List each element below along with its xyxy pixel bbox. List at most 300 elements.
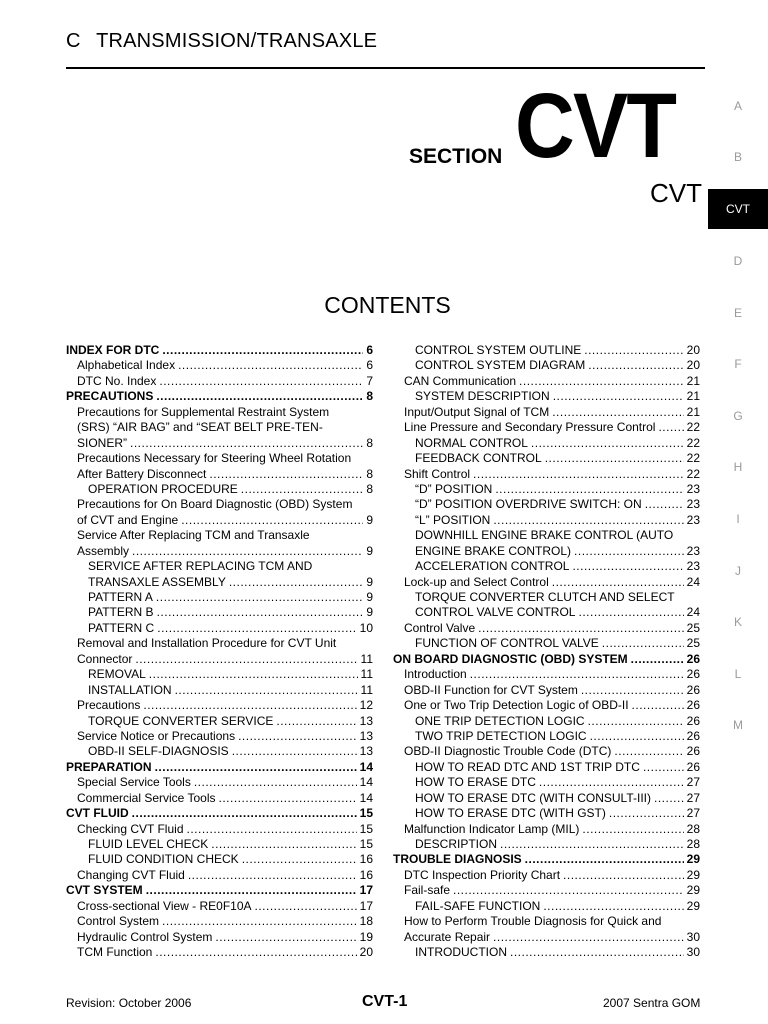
toc-leader-dots — [156, 590, 363, 605]
toc-entry[interactable] — [393, 389, 700, 404]
section-tab-l[interactable]: L — [734, 666, 742, 681]
toc-entry-page: 7 — [366, 373, 373, 388]
toc-entry-title: Service After Replacing TCM and Transaxle — [77, 528, 310, 543]
toc-entry-title: TORQUE CONVERTER SERVICE — [88, 713, 274, 728]
toc-leader-dots — [181, 513, 363, 528]
toc-leader-dots — [654, 791, 684, 806]
toc-entry-page: 26 — [686, 713, 700, 728]
toc-leader-dots — [510, 945, 684, 960]
toc-entry[interactable] — [66, 467, 373, 482]
toc-entry-title: INTRODUCTION — [415, 945, 507, 960]
toc-entry-title: Connector — [77, 651, 133, 666]
toc-entry-page: 22 — [686, 435, 700, 450]
toc-entry-page: 27 — [686, 790, 700, 805]
toc-entry-page: 8 — [366, 435, 373, 450]
toc-entry[interactable] — [393, 559, 700, 574]
toc-entry-title: Service Notice or Precautions — [77, 728, 236, 743]
toc-entry-title: Introduction — [404, 667, 467, 682]
toc-entry[interactable] — [66, 822, 373, 837]
toc-entry[interactable] — [66, 405, 373, 420]
toc-entry-title: Line Pressure and Secondary Pressure Control — [404, 420, 656, 435]
toc-leader-dots — [609, 806, 684, 821]
toc-entry-page: 9 — [366, 605, 373, 620]
toc-entry[interactable] — [66, 374, 373, 389]
toc-leader-dots — [578, 605, 683, 620]
toc-entry[interactable] — [66, 343, 373, 358]
toc-entry[interactable] — [66, 883, 373, 898]
toc-entry-title: HOW TO ERASE DTC (WITH GST) — [415, 806, 606, 821]
toc-entry-page: 13 — [359, 713, 373, 728]
toc-entry-title: Checking CVT Fluid — [77, 821, 184, 836]
toc-leader-dots — [132, 806, 357, 821]
toc-entry[interactable] — [66, 930, 373, 945]
toc-leader-dots — [470, 667, 684, 682]
toc-entry-page: 9 — [366, 543, 373, 558]
section-tab-g[interactable]: G — [733, 408, 743, 423]
toc-entry[interactable] — [393, 744, 700, 759]
toc-entry-page: 6 — [366, 358, 373, 373]
toc-entry-page: 28 — [686, 837, 700, 851]
toc-entry-page: 29 — [686, 898, 700, 913]
toc-entry[interactable] — [393, 343, 700, 358]
toc-entry-page: 23 — [686, 512, 700, 527]
toc-leader-dots — [519, 374, 684, 389]
header-title: TRANSMISSION/TRANSAXLE — [96, 30, 378, 52]
toc-leader-dots — [584, 343, 683, 358]
section-tab-d[interactable]: D — [733, 253, 743, 268]
toc-entry-title: SERVICE AFTER REPLACING TCM AND — [88, 559, 313, 574]
toc-entry-title: OPERATION PROCEDURE — [88, 481, 238, 496]
toc-entry[interactable] — [393, 883, 700, 898]
toc-leader-dots — [162, 343, 363, 358]
toc-entry-title: ONE TRIP DETECTION LOGIC — [415, 713, 585, 728]
toc-entry[interactable] — [66, 698, 373, 713]
toc-entry-page: 25 — [686, 620, 700, 635]
toc-entry-title: TROUBLE DIAGNOSIS — [393, 852, 522, 867]
toc-entry-title: One or Two Trip Detection Logic of OBD-II — [404, 698, 629, 713]
toc-entry-title: Lock-up and Select Control — [404, 574, 549, 589]
toc-leader-dots — [495, 482, 683, 497]
toc-entry-title: CVT SYSTEM — [66, 883, 143, 898]
toc-entry-page: 13 — [359, 744, 373, 759]
toc-entry[interactable] — [66, 482, 373, 497]
toc-entry-page: 27 — [686, 775, 700, 790]
toc-entry[interactable] — [393, 714, 700, 729]
toc-entry-page: 23 — [686, 559, 700, 574]
section-tab-f[interactable]: F — [734, 357, 742, 372]
toc-leader-dots — [453, 883, 684, 898]
toc-entry-title: ON BOARD DIAGNOSTIC (OBD) SYSTEM — [393, 651, 628, 666]
toc-entry-title: PATTERN C — [88, 620, 155, 635]
toc-entry-title: Accurate Repair — [404, 929, 491, 944]
toc-left-column — [66, 343, 373, 961]
header-section-letter: C — [66, 30, 81, 52]
toc-entry-title: Fail-safe — [404, 883, 451, 898]
toc-leader-dots — [493, 930, 684, 945]
toc-leader-dots — [473, 467, 684, 482]
toc-entry[interactable] — [393, 822, 700, 837]
toc-leader-dots — [590, 729, 684, 744]
toc-entry[interactable] — [393, 544, 700, 559]
toc-leader-dots — [531, 436, 684, 451]
toc-leader-dots — [155, 945, 356, 960]
toc-entry-page: 23 — [686, 497, 700, 512]
toc-leader-dots — [493, 513, 683, 528]
toc-entry[interactable] — [393, 930, 700, 945]
toc-entry[interactable] — [66, 837, 373, 852]
toc-entry-page: 9 — [366, 574, 373, 589]
toc-entry[interactable] — [66, 945, 373, 960]
toc-leader-dots — [149, 667, 358, 682]
toc-entry-page: 16 — [359, 852, 373, 867]
toc-entry-title: Alphabetical Index — [77, 358, 176, 373]
toc-entry[interactable] — [393, 497, 700, 512]
toc-entry[interactable] — [66, 544, 373, 559]
toc-entry-page: 29 — [686, 852, 700, 867]
toc-leader-dots — [645, 497, 684, 512]
toc-leader-dots — [146, 883, 357, 898]
toc-entry-page: 29 — [686, 867, 700, 882]
toc-leader-dots — [588, 714, 684, 729]
toc-entry-page: 24 — [686, 605, 700, 620]
toc-leader-dots — [552, 405, 683, 420]
toc-entry[interactable] — [66, 497, 373, 512]
toc-entry-page: 15 — [359, 821, 373, 836]
toc-entry-page: 14 — [359, 775, 373, 790]
toc-entry-page: 21 — [686, 373, 700, 388]
toc-entry-title: INDEX FOR DTC — [66, 343, 160, 357]
toc-entry-title: PATTERN B — [88, 605, 154, 620]
toc-entry[interactable] — [66, 528, 373, 543]
toc-entry-page: 26 — [686, 682, 700, 697]
toc-entry[interactable] — [66, 559, 373, 574]
toc-entry[interactable] — [66, 621, 373, 636]
toc-leader-dots — [525, 852, 684, 867]
toc-entry-page: 9 — [366, 590, 373, 604]
toc-entry[interactable] — [393, 420, 700, 435]
section-tab-cvt[interactable]: CVT — [708, 189, 768, 229]
toc-leader-dots — [553, 389, 684, 404]
toc-entry-page: 15 — [359, 806, 373, 821]
section-tab-b[interactable]: B — [733, 150, 742, 165]
toc-entry[interactable] — [393, 590, 700, 605]
toc-entry[interactable] — [393, 667, 700, 682]
toc-leader-dots — [545, 451, 684, 466]
toc-entry-title: Control Valve — [404, 620, 476, 635]
toc-entry-page: 30 — [686, 929, 700, 944]
toc-entry[interactable] — [66, 914, 373, 929]
toc-leader-dots — [162, 914, 357, 929]
toc-entry-page: 30 — [686, 945, 700, 960]
toc-entry-title: INSTALLATION — [88, 682, 172, 697]
toc-entry-page: 12 — [359, 698, 373, 713]
toc-entry-title: Commercial Service Tools — [77, 790, 216, 805]
toc-leader-dots — [572, 559, 683, 574]
toc-leader-dots — [500, 837, 684, 852]
toc-entry[interactable] — [66, 868, 373, 883]
toc-entry-page: 11 — [360, 651, 373, 666]
toc-entry-title: CONTROL VALVE CONTROL — [415, 605, 576, 620]
toc-entry[interactable] — [393, 451, 700, 466]
toc-entry[interactable] — [393, 683, 700, 698]
section-tab-e[interactable]: E — [733, 305, 742, 320]
toc-leader-dots — [238, 729, 357, 744]
toc-entry-title: TRANSAXLE ASSEMBLY — [88, 574, 226, 589]
toc-leader-dots — [155, 760, 357, 775]
toc-leader-dots — [563, 868, 684, 883]
toc-entry[interactable] — [66, 652, 373, 667]
toc-entry[interactable] — [66, 420, 373, 435]
toc-entry-title: FUNCTION OF CONTROL VALVE — [415, 636, 599, 651]
toc-entry[interactable] — [66, 791, 373, 806]
toc-entry[interactable] — [66, 513, 373, 528]
toc-entry[interactable] — [393, 899, 700, 914]
toc-leader-dots — [276, 714, 356, 729]
toc-entry[interactable] — [66, 683, 373, 698]
toc-entry-title: DESCRIPTION — [415, 837, 498, 851]
toc-leader-dots — [581, 683, 684, 698]
toc-entry[interactable] — [393, 621, 700, 636]
toc-entry-title: Precautions — [77, 698, 141, 713]
toc-entry-page: 29 — [686, 883, 700, 898]
toc-entry[interactable] — [393, 636, 700, 651]
toc-entry[interactable] — [393, 806, 700, 821]
section-tab-h[interactable]: H — [733, 460, 743, 475]
toc-entry[interactable] — [393, 852, 700, 867]
header-rule — [66, 67, 705, 69]
toc-entry[interactable] — [393, 837, 700, 852]
toc-entry[interactable] — [393, 436, 700, 451]
toc-entry-title: OBD-II SELF-DIAGNOSIS — [88, 744, 229, 759]
toc-entry-title: NORMAL CONTROL — [415, 435, 528, 450]
section-tab-m[interactable]: M — [733, 718, 743, 733]
section-tab-a[interactable]: A — [733, 98, 742, 113]
toc-entry-title: CVT FLUID — [66, 806, 129, 821]
toc-entry-page: 14 — [359, 790, 373, 805]
toc-leader-dots — [242, 852, 357, 867]
section-subtitle: CVT — [650, 178, 702, 208]
toc-leader-dots — [157, 621, 356, 636]
toc-entry-page: 10 — [359, 620, 373, 635]
toc-right-column — [393, 343, 700, 961]
toc-entry-title: PREPARATION — [66, 759, 152, 774]
toc-entry-title: ENGINE BRAKE CONTROL) — [415, 543, 572, 558]
section-tab-j[interactable]: J — [735, 563, 741, 578]
toc-entry[interactable] — [393, 513, 700, 528]
toc-entry-page: 28 — [686, 821, 700, 836]
toc-entry-title: Input/Output Signal of TCM — [404, 404, 550, 419]
toc-leader-dots — [232, 744, 357, 759]
toc-entry[interactable] — [66, 590, 373, 605]
toc-entry[interactable] — [393, 775, 700, 790]
toc-entry[interactable] — [66, 636, 373, 651]
toc-leader-dots — [219, 791, 357, 806]
toc-entry[interactable] — [66, 729, 373, 744]
toc-entry-title: DTC No. Index — [77, 373, 157, 388]
toc-leader-dots — [178, 358, 363, 373]
toc-entry-title: CAN Communication — [404, 373, 517, 388]
section-tab-k[interactable]: K — [733, 615, 742, 630]
toc-entry-page: 22 — [686, 466, 700, 481]
toc-entry-page: 26 — [686, 759, 700, 774]
toc-entry-title: CONTROL SYSTEM OUTLINE — [415, 343, 582, 357]
toc-entry-page: 20 — [686, 343, 700, 357]
toc-leader-dots — [614, 744, 683, 759]
toc-entry-title: Precautions for Supplemental Restraint System — [77, 404, 330, 419]
toc-entry[interactable] — [393, 358, 700, 373]
toc-entry-page: 26 — [686, 651, 700, 666]
toc-entry[interactable] — [66, 714, 373, 729]
toc-leader-dots — [582, 822, 683, 837]
toc-leader-dots — [175, 683, 358, 698]
toc-entry[interactable] — [66, 605, 373, 620]
toc-leader-dots — [478, 621, 683, 636]
toc-entry-title: PRECAUTIONS — [66, 389, 154, 404]
toc-leader-dots — [241, 482, 364, 497]
toc-entry-page: 21 — [686, 389, 700, 404]
toc-entry-title: SIONER” — [77, 435, 128, 450]
toc-entry[interactable] — [66, 358, 373, 373]
toc-entry-title: CONTROL SYSTEM DIAGRAM — [415, 358, 586, 373]
toc-entry-title: “D” POSITION — [415, 481, 493, 496]
toc-entry-title: TWO TRIP DETECTION LOGIC — [415, 728, 587, 743]
toc-entry[interactable] — [393, 575, 700, 590]
toc-leader-dots — [552, 575, 684, 590]
toc-entry-page: 21 — [686, 404, 700, 419]
toc-entry-title: TCM Function — [77, 945, 153, 960]
toc-entry[interactable] — [393, 791, 700, 806]
toc-entry[interactable] — [393, 760, 700, 775]
toc-entry[interactable] — [393, 482, 700, 497]
toc-entry[interactable] — [66, 744, 373, 759]
footer-revision: Revision: October 2006 — [66, 996, 192, 1010]
toc-entry[interactable] — [66, 806, 373, 821]
toc-leader-dots — [631, 652, 684, 667]
toc-entry-title: TORQUE CONVERTER CLUTCH AND SELECT — [415, 590, 675, 604]
toc-entry-title: PATTERN A — [88, 590, 153, 604]
toc-entry[interactable] — [66, 852, 373, 867]
toc-leader-dots — [229, 575, 363, 590]
toc-entry[interactable] — [393, 945, 700, 960]
toc-entry[interactable] — [66, 760, 373, 775]
toc-entry-page: 20 — [359, 945, 373, 960]
toc-entry-page: 9 — [366, 512, 373, 527]
toc-entry-title: FLUID LEVEL CHECK — [88, 837, 209, 851]
toc-leader-dots — [188, 868, 357, 883]
toc-entry-title: FAIL-SAFE FUNCTION — [415, 898, 541, 913]
contents-title: CONTENTS — [324, 292, 451, 318]
toc-entry-title: of CVT and Engine — [77, 512, 179, 527]
toc-entry-page: 26 — [686, 744, 700, 759]
toc-entry[interactable] — [393, 729, 700, 744]
toc-entry-page: 18 — [359, 914, 373, 929]
toc-leader-dots — [132, 544, 363, 559]
toc-entry[interactable] — [393, 868, 700, 883]
toc-entry-title: HOW TO ERASE DTC — [415, 775, 536, 790]
toc-entry-page: 17 — [359, 898, 373, 913]
toc-entry[interactable] — [66, 575, 373, 590]
toc-entry[interactable] — [66, 436, 373, 451]
toc-entry[interactable] — [393, 698, 700, 713]
toc-leader-dots — [255, 899, 357, 914]
toc-leader-dots — [588, 358, 683, 373]
toc-leader-dots — [194, 775, 357, 790]
toc-leader-dots — [215, 930, 356, 945]
toc-entry[interactable] — [66, 451, 373, 466]
toc-entry[interactable] — [393, 467, 700, 482]
toc-entry-page: 26 — [686, 667, 700, 682]
toc-entry-page: 16 — [359, 867, 373, 882]
toc-entry-title: Precautions Necessary for Steering Wheel Rotation — [77, 451, 352, 466]
toc-entry-page: 23 — [686, 543, 700, 558]
toc-entry-title: Cross-sectional View - RE0F10A — [77, 898, 252, 913]
toc-entry-page: 23 — [686, 481, 700, 496]
toc-leader-dots — [539, 775, 684, 790]
toc-leader-dots — [143, 698, 356, 713]
toc-entry-title: ACCELERATION CONTROL — [415, 559, 570, 574]
toc-entry-page: 19 — [359, 929, 373, 944]
toc-entry-page: 17 — [359, 883, 373, 898]
toc-leader-dots — [187, 822, 357, 837]
toc-entry-title: SYSTEM DESCRIPTION — [415, 389, 550, 404]
toc-entry-title: DTC Inspection Priority Chart — [404, 867, 561, 882]
toc-entry-title: Removal and Installation Procedure for CVT Unit — [77, 636, 337, 651]
toc-entry-page: 22 — [686, 451, 700, 466]
toc-entry-title: FLUID CONDITION CHECK — [88, 852, 239, 867]
toc-entry-title: Malfunction Indicator Lamp (MIL) — [404, 821, 580, 836]
toc-entry-title: Special Service Tools — [77, 775, 191, 790]
toc-entry-page: 26 — [686, 728, 700, 743]
toc-leader-dots — [658, 420, 683, 435]
toc-entry[interactable] — [393, 914, 700, 929]
toc-entry-title: After Battery Disconnect — [77, 466, 207, 481]
toc-entry-page: 24 — [686, 574, 700, 589]
toc-entry-page: 20 — [686, 358, 700, 373]
page-header — [66, 30, 377, 53]
toc-entry[interactable] — [66, 775, 373, 790]
toc-entry[interactable] — [393, 652, 700, 667]
toc-entry[interactable] — [66, 389, 373, 404]
toc-entry-page: 14 — [359, 759, 373, 774]
toc-entry[interactable] — [66, 899, 373, 914]
section-tab-i[interactable]: I — [736, 511, 740, 526]
toc-entry[interactable] — [393, 528, 700, 543]
toc-entry-page: 8 — [366, 466, 373, 481]
toc-entry-title: Hydraulic Control System — [77, 929, 213, 944]
section-index-tabs — [708, 80, 768, 751]
toc-leader-dots — [211, 837, 356, 852]
toc-leader-dots — [632, 698, 684, 713]
toc-entry-title: Control System — [77, 914, 160, 929]
toc-entry[interactable] — [393, 605, 700, 620]
footer-model: 2007 Sentra GOM — [603, 996, 701, 1010]
toc-leader-dots — [643, 760, 684, 775]
toc-entry[interactable] — [393, 405, 700, 420]
toc-leader-dots — [209, 467, 363, 482]
toc-entry-page: 26 — [686, 698, 700, 713]
toc-entry-page: 25 — [686, 636, 700, 651]
toc-entry[interactable] — [66, 667, 373, 682]
toc-leader-dots — [156, 389, 363, 404]
toc-entry-page: 22 — [686, 420, 700, 435]
toc-leader-dots — [130, 436, 363, 451]
toc-leader-dots — [543, 899, 683, 914]
toc-entry[interactable] — [393, 374, 700, 389]
toc-entry-title: HOW TO READ DTC AND 1ST TRIP DTC — [415, 759, 640, 774]
toc-entry-page: 11 — [360, 667, 373, 682]
toc-entry-page: 11 — [360, 682, 373, 697]
toc-entry-title: “D” POSITION OVERDRIVE SWITCH: ON — [415, 497, 642, 512]
